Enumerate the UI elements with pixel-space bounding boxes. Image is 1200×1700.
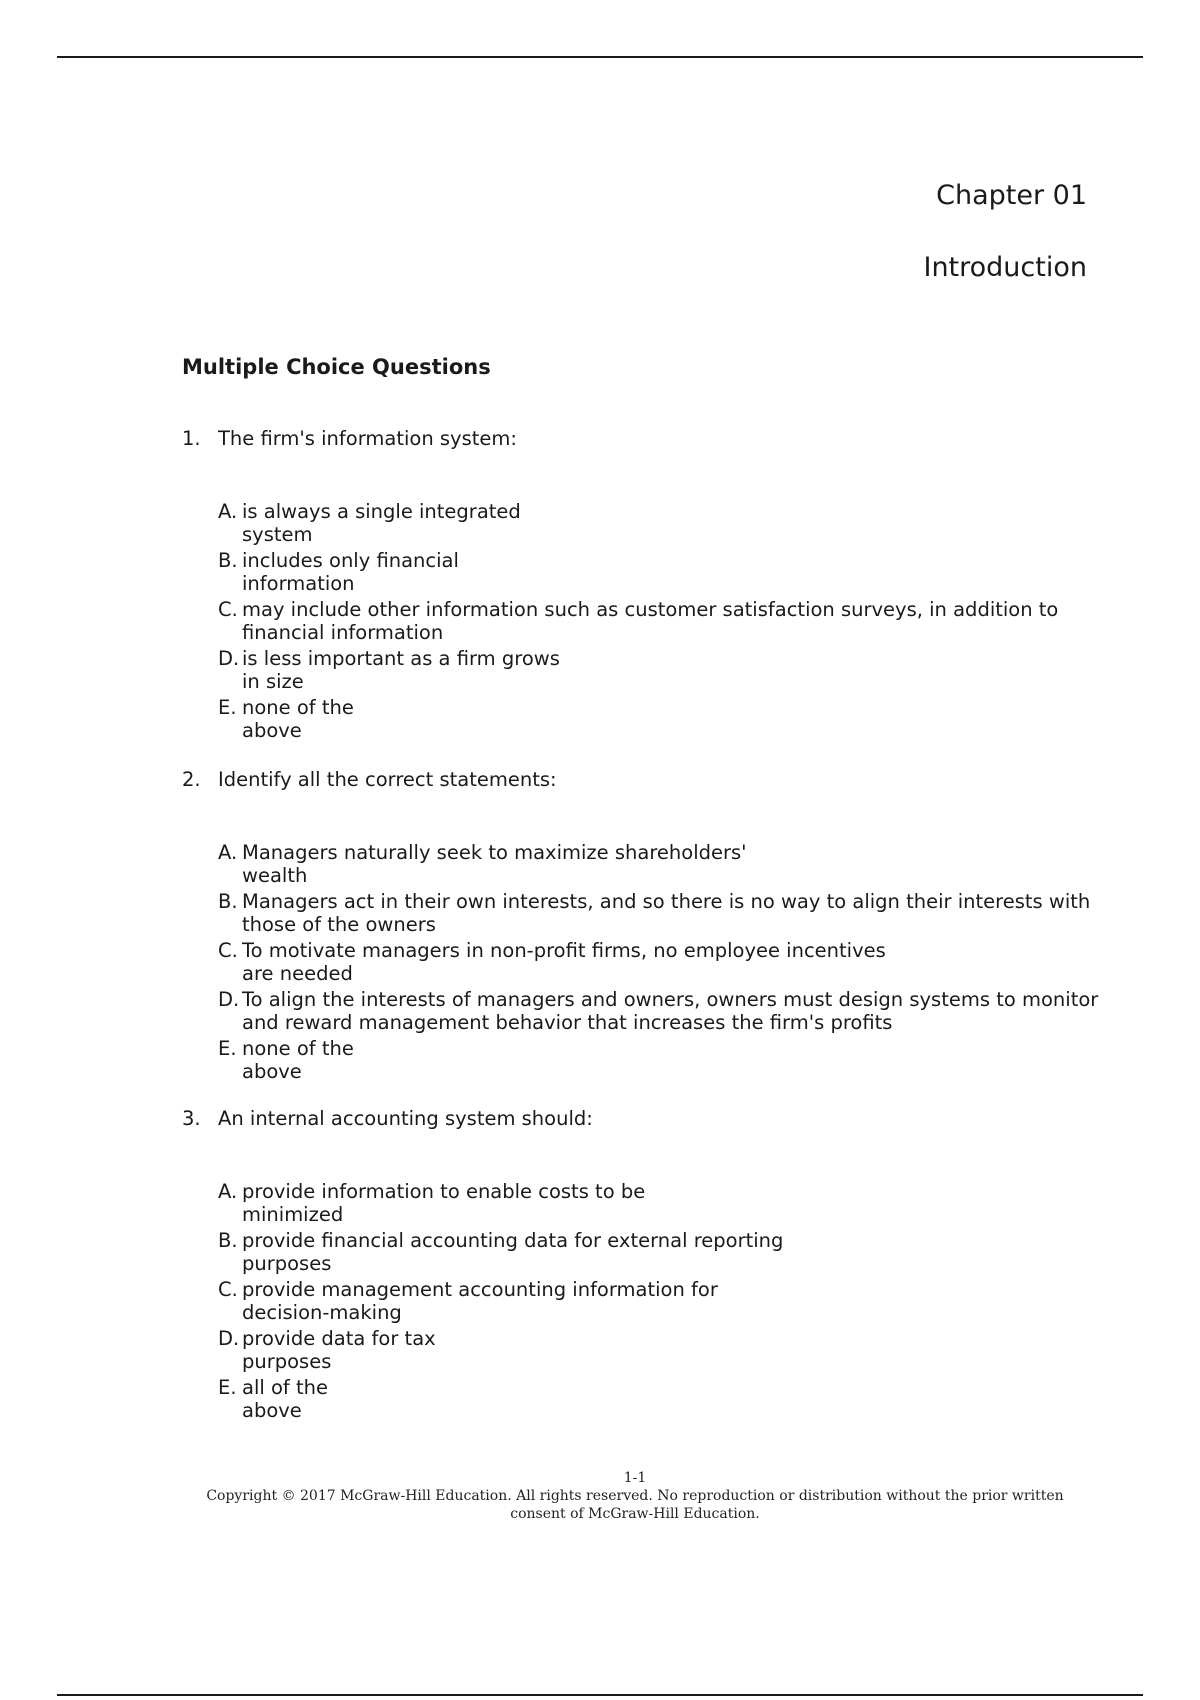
question-stem xyxy=(182,767,1102,793)
option-text: Managers naturally seek to maximize shareholders' wealth xyxy=(242,841,747,887)
option-letter: D. xyxy=(218,988,240,1011)
page-footer xyxy=(200,1469,1070,1523)
chapter-title: Introduction xyxy=(923,252,1087,283)
option-text: may include other information such as customer satisfaction surveys, in addition to financial information xyxy=(242,598,1059,644)
option-letter: B. xyxy=(218,890,238,913)
option-letter: E. xyxy=(218,1376,237,1399)
option-text: is always a single integrated system xyxy=(242,500,521,546)
option-c xyxy=(218,598,1102,644)
question-text: The firm's information system: xyxy=(218,427,517,450)
option-e xyxy=(218,1037,1102,1083)
option-letter: A. xyxy=(218,500,238,523)
question-number: 1. xyxy=(182,427,201,450)
option-a xyxy=(218,500,1102,546)
chapter-number: Chapter 01 xyxy=(936,180,1087,211)
option-text: provide management accounting information for decision-making xyxy=(242,1278,718,1324)
copyright-notice: Copyright © 2017 McGraw-Hill Education. All rights reserved. No reproduction or distribution without the prior written consent of McGraw-Hill Education. xyxy=(206,1488,1064,1522)
option-letter: D. xyxy=(218,647,240,670)
top-rule xyxy=(57,56,1143,58)
section-heading: Multiple Choice Questions xyxy=(182,355,491,379)
option-text: provide information to enable costs to be minimized xyxy=(242,1180,646,1226)
question-number: 3. xyxy=(182,1107,201,1130)
question-text: An internal accounting system should: xyxy=(218,1107,593,1130)
option-letter: A. xyxy=(218,841,238,864)
question-1 xyxy=(182,426,1102,745)
option-text: is less important as a firm grows in size xyxy=(242,647,560,693)
option-b xyxy=(218,890,1102,936)
option-e xyxy=(218,1376,1102,1422)
option-c xyxy=(218,1278,1102,1324)
option-letter: B. xyxy=(218,549,238,572)
answer-options xyxy=(218,841,1102,1083)
question-text: Identify all the correct statements: xyxy=(218,768,557,791)
option-letter: E. xyxy=(218,1037,237,1060)
option-d xyxy=(218,988,1102,1034)
option-a xyxy=(218,841,1102,887)
option-text: provide financial accounting data for external reporting purposes xyxy=(242,1229,784,1275)
option-text: all of the above xyxy=(242,1376,328,1422)
option-d xyxy=(218,1327,1102,1373)
question-stem xyxy=(182,426,1102,452)
answer-options xyxy=(218,1180,1102,1422)
bottom-rule xyxy=(57,1694,1143,1696)
question-2 xyxy=(182,767,1102,1086)
option-a xyxy=(218,1180,1102,1226)
answer-options xyxy=(218,500,1102,742)
option-letter: C. xyxy=(218,598,238,621)
question-stem xyxy=(182,1106,1102,1132)
option-text: none of the above xyxy=(242,1037,354,1083)
page-number: 1-1 xyxy=(623,1470,647,1486)
option-e xyxy=(218,696,1102,742)
option-b xyxy=(218,1229,1102,1275)
option-c xyxy=(218,939,1102,985)
option-text: To align the interests of managers and owners, owners must design systems to monitor and reward management behavior that increases the firm's profits xyxy=(242,988,1099,1034)
option-text: none of the above xyxy=(242,696,354,742)
option-text: includes only financial information xyxy=(242,549,459,595)
question-3 xyxy=(182,1106,1102,1425)
option-letter: D. xyxy=(218,1327,240,1350)
option-d xyxy=(218,647,1102,693)
option-text: provide data for tax purposes xyxy=(242,1327,436,1373)
option-letter: B. xyxy=(218,1229,238,1252)
option-letter: A. xyxy=(218,1180,238,1203)
option-text: Managers act in their own interests, and so there is no way to align their interests with those of the owners xyxy=(242,890,1091,936)
option-b xyxy=(218,549,1102,595)
option-letter: C. xyxy=(218,939,238,962)
option-letter: C. xyxy=(218,1278,238,1301)
option-letter: E. xyxy=(218,696,237,719)
option-text: To motivate managers in non-profit firms, no employee incentives are needed xyxy=(242,939,886,985)
question-number: 2. xyxy=(182,768,201,791)
